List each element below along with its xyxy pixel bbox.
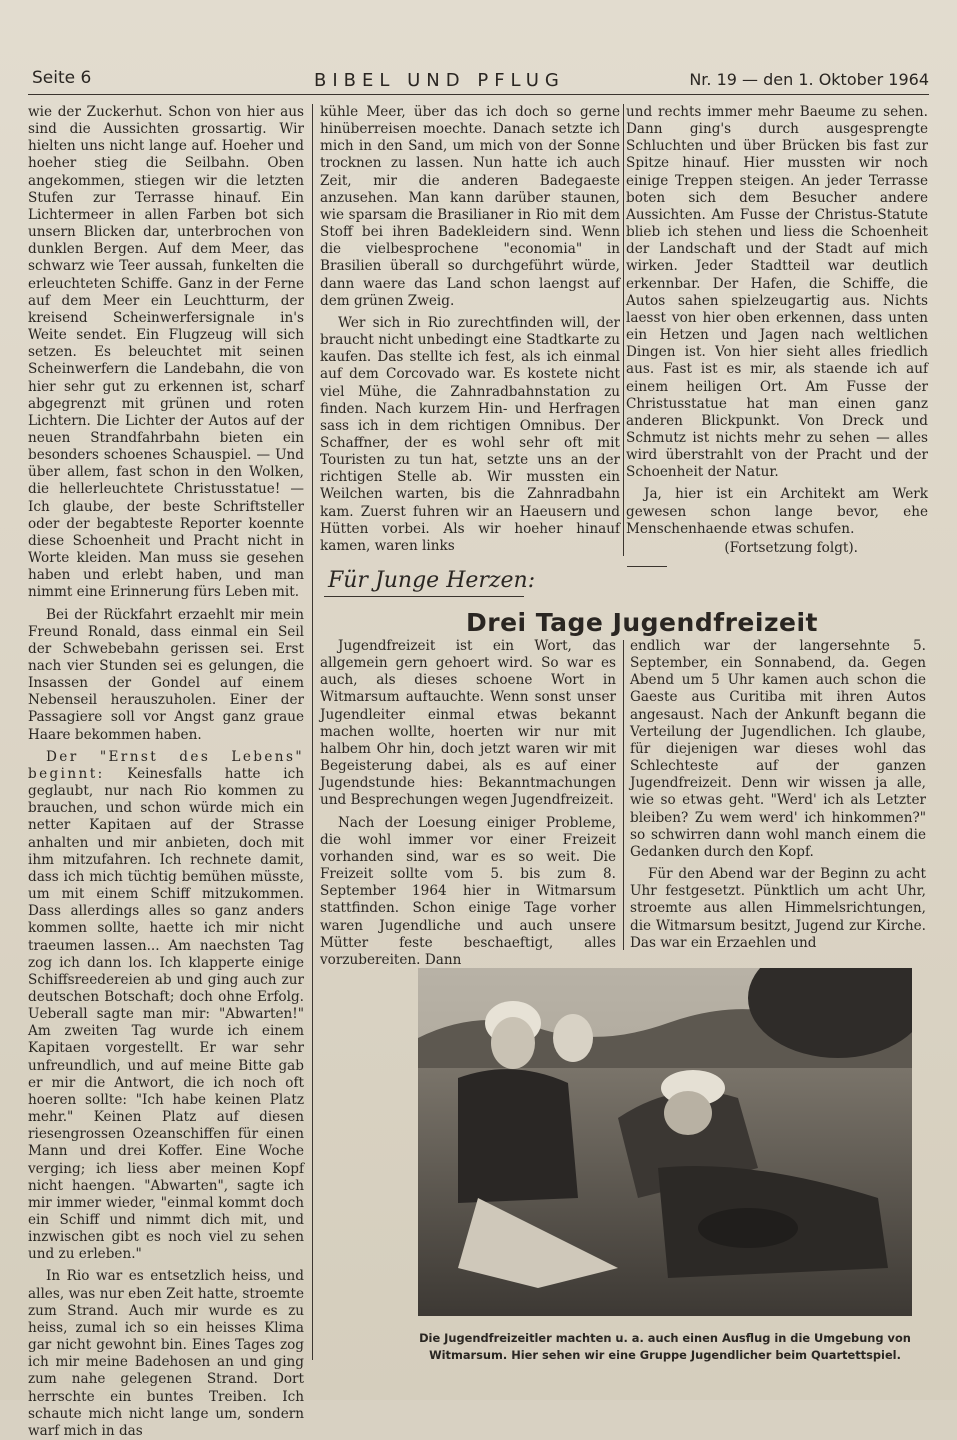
article-column-4 [320, 638, 616, 969]
paragraph: Wer sich in Rio zurechtfinden will, der braucht nicht unbedingt eine Stadtkarte zu kaufen. Das stellte ich fest, als ich einmal auf dem Corcovado war. Es kostete nicht viel Mühe, die Zahnradbahnstation zu finden. Nach kurzem Hin- und Herfragen sass ich in dem richtigen Omnibus. Der Schaffner, der es wohl sehr oft mit Touristen zu tun hat, setzte uns an der richtigen Stelle ab. Wir mussten ein Weilchen warten, bis die Zahnradbahn kam. Zuerst fuhren wir an Haeusern und Hütten vorbei. Als wir hoeher hinauf kamen, waren links [320, 314, 620, 554]
column-divider [623, 104, 624, 556]
paragraph: Nach der Loesung einiger Probleme, die wohl immer vor einer Freizeit vorhanden sind, war es so weit. Die Freizeit sollte vom 5. bis zum 8. September 1964 hier in Witmarsum stattfinden. Schon einige Tage vorher waren Jugendliche und auch unsere Mütter feste beschaeftigt, alles vorzubereiten. Dann [320, 814, 616, 968]
publication-title: BIBEL UND PFLUG [314, 70, 565, 91]
spaced-subheading: Der "Ernst des Lebens" beginnt: [28, 748, 304, 782]
paragraph-text: Keinesfalls hatte ich geglaubt, nur nach Rio kommen zu brauchen, und schon würde mich ein netter Kapitaen auf der Strasse anhalten und mir anbieten, doch mit ihm mitzufahren. Ich rechnete damit, dass ich mich tüchtig bemühen müsste, um mit einem Schiff mitzukommen. Dass allerdings alles so ganz anders kommen sollte, haette ich mir nicht traeumen lassen... Am naechsten Tag zog ich dann los. Ich klapperte einige Schiffsreedereien ab und ging auch zur deutschen Botschaft; doch ohne Erfolg. Ueberall sagte man mir: "Abwarten!" Am zweiten Tag wurde ich einem Kapitaen vorgestellt. Er war sehr unfreundlich, und auf meine Bitte gab er mir die Antwort, die ich noch oft hoeren sollte: "Ich habe keinen Platz mehr." Keinen Platz auf diesen riesengrossen Ozeanschiffen für einen Mann und drei Koffer. Eine Woche verging; ich liess aber meinen Kopf nicht haengen. "Abwarten", sagte ich mir immer wieder, "einmal kommt doch ein Schiff und nimmt dich mit, und inzwischen gibt es noch viel zu sehen und zu erleben." [28, 765, 305, 1263]
paragraph: kühle Meer, über das ich doch so gerne hinüberreisen moechte. Danach setzte ich mich in den Sand, um mich von der Sonne trocknen zu lassen. Nun hatte ich auch Zeit, mir die anderen Badegaeste anzusehen. Man kann darüber staunen, wie sparsam die Brasilianer in Rio mit dem Stoff bei ihren Badekleidern sind. Wenn die vielbesprochene "economia" in Brasilien überall so durchgeführt würde, dann waere das Land schon laengst auf dem grünen Zweig. [320, 104, 620, 309]
article-column-2 [320, 104, 620, 555]
caption-line: Witmarsum. Hier sehen wir eine Gruppe Jugendlicher beim Quartettspiel. [429, 1348, 901, 1362]
section-rule [627, 566, 667, 567]
column-divider [623, 640, 624, 950]
article-photo [418, 968, 912, 1316]
paragraph: In Rio war es entsetzlich heiss, und alles, was nur eben Zeit hatte, stroemte zum Strand. Auch mir wurde es zu heiss, zumal ich so ein heisses Klima gar nicht gewohnt bin. Eines Tages zog ich mir meine Badehosen an und ging zum nahe gelegenen Strand. Dort herrschte ein buntes Treiben. Ich schaute mich nicht lange um, sondern warf mich in das [28, 1268, 304, 1439]
paragraph: und rechts immer mehr Baeume zu sehen. Dann ging's durch ausgesprengte Schluchten und über Brücken bis fast zur Spitze hinauf. Hier mussten wir noch einige Treppen steigen. An jeder Terrasse boten sich dem Besucher andere Aussichten. Am Fusse der Christus-Statute blieb ich stehen und liess die Schoenheit der Landschaft und der Stadt auf mich wirken. Jeder Stadtteil war deutlich erkennbar. Der Hafen, die Schiffe, die Autos sahen spielzeugartig aus. Nichts laesst von hier oben erkennen, dass unten ein Hetzen und Jagen nach weltlichen Dingen ist. Von hier sieht alles friedlich aus. Fast ist es mir, als staende ich auf einem heiligen Ort. Am Fusse der Christusstatue hat man einen ganz anderen Blickpunkt. Von Dreck und Schmutz ist nichts mehr zu sehen — alles wird überstrahlt von der Pracht und der Schoenheit der Natur. [626, 104, 928, 481]
paragraph: Bei der Rückfahrt erzaehlt mir mein Freund Ronald, dass einmal ein Seil der Schwebebahn gerissen sei. Erst nach vier Stunden sei es gelungen, die Insassen der Gondel auf einem Nebenseil herauszuholen. Einer der Passagiere soll vor Angst ganz graue Haare bekommen haben. [28, 606, 304, 743]
article-column-5 [630, 638, 926, 952]
paragraph: Jugendfreizeit ist ein Wort, das allgemein gern gehoert wird. So war es auch, als dieses schoene Wort in Witmarsum auftauchte. Wenn sonst unser Jugendleiter einmal etwas bekannt machen wollte, hoerten wir nur mit halbem Ohr hin, doch jetzt waren wir mit Begeisterung dabei, als es auf einer Jugendstunde hies: Bekanntmachungen und Besprechungen wegen Jugendfreizeit. [320, 638, 616, 809]
page-number: Seite 6 [32, 68, 92, 88]
continued-note: (Fortsetzung folgt). [724, 539, 858, 556]
header-rule [28, 94, 929, 95]
article-column-3 [626, 104, 928, 557]
paragraph: wie der Zuckerhut. Schon von hier aus sind die Aussichten grossartig. Wir hielten uns nicht lange auf. Hoeher und hoeher stieg die Seilbahn. Oben angekommen, stiegen wir die letzten Stufen zur Terrasse hinauf. Ein Lichtermeer in allen Farben bot sich unsern Blicken dar, unterbrochen von dunklen Bergen. Auf dem Meer, das schwarz wie Teer aussah, funkelten die erleuchteten Schiffe. Ganz in der Ferne auf dem Meer ein Leuchtturm, der kreisend Scheinwerfersignale in's Weite sendet. Ein Flugzeug will sich setzen. Es beleuchtet mit seinen Scheinwerfern die Landebahn, die von hier sehr gut zu erkennen ist, scharf abgegrenzt mit grünen und roten Lichtern. Die Lichter der Autos auf der neuen Strandfahrbahn bieten ein besonders schoenes Schauspiel. — Und über allem, fast schon in den Wolken, die hellerleuchtete Christusstatue! — Ich glaube, der beste Schriftsteller oder der begabteste Reporter koennte diese Schoenheit und Pracht nicht in Worte kleiden. Man muss sie gesehen haben und erlebt haben, und man nimmt eine Erinnerung fürs Leben mit. [28, 104, 304, 601]
paragraph: Ja, hier ist ein Architekt am Werk gewesen schon lange bevor, ehe Menschenhaende etwas schufen. [626, 486, 928, 537]
photo-illustration [418, 968, 912, 1316]
paragraph: endlich war der langersehnte 5. September, ein Sonnabend, da. Gegen Abend um 5 Uhr kamen auch schon die Gaeste aus Curitiba mit ihren Autos angesaust. Nach der Ankunft begann die Verteilung der Jugendlichen. Ich glaube, für diejenigen war dieses wohl das Schlechteste auf der ganzen Jugendfreizeit. Denn wir wissen ja alle, wie so etwas geht. "Werd' ich als Letzter bleiben? Zu wem werd' ich hinkommen?" so schwirren dann wohl manch einem die Gedanken durch den Kopf. [630, 638, 926, 860]
column-divider [312, 104, 313, 1360]
article-column-1 [28, 104, 304, 1440]
section-kicker: Für Junge Herzen: [328, 568, 536, 593]
caption-line: Die Jugendfreizeitler machten u. a. auch einen Ausflug in die Umgebung von [419, 1331, 911, 1345]
article-headline: Drei Tage Jugendfreizeit [466, 608, 818, 637]
kicker-underline [324, 596, 524, 597]
issue-date: Nr. 19 — den 1. Oktober 1964 [689, 70, 929, 89]
photo-caption [418, 1330, 912, 1364]
paragraph: Für den Abend war der Beginn zu acht Uhr festgesetzt. Pünktlich um acht Uhr, stroemte aus allen Himmelsrichtungen, die Witmarsum besitzt, Jugend zur Kirche. Das war ein Erzaehlen und [630, 866, 926, 951]
paragraph [28, 749, 304, 1264]
